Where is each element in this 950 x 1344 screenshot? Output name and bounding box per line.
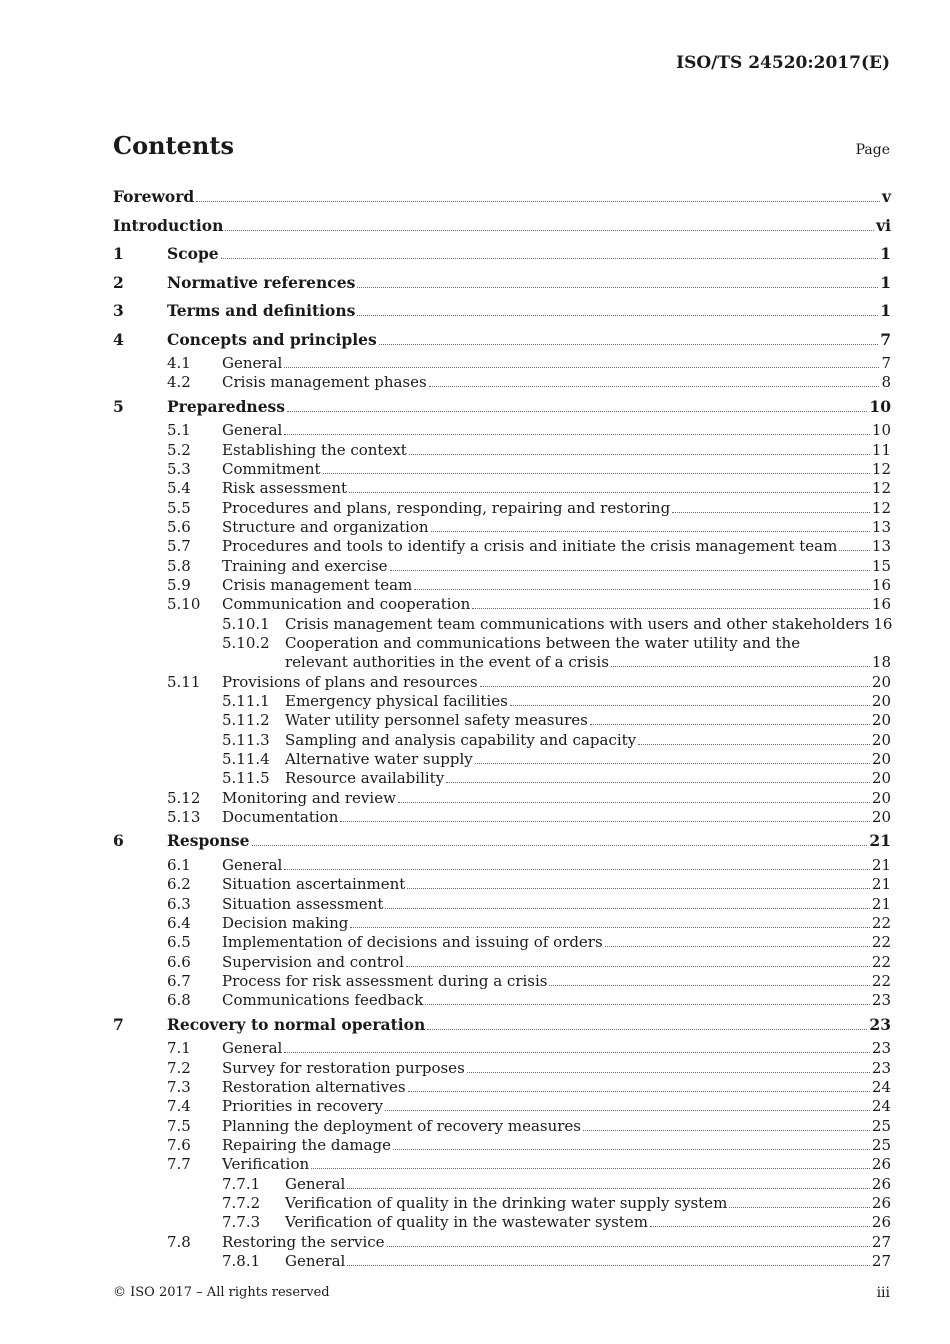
toc-entry-page: 20 — [871, 672, 891, 691]
toc-entry[interactable] — [113, 518, 891, 537]
leader-dots — [385, 1109, 870, 1111]
toc-entry-number: 6 — [113, 831, 124, 851]
toc-entry-page: 26 — [871, 1174, 891, 1193]
toc-entry-title: Structure and organization — [222, 517, 429, 536]
toc-entry-number: 5.6 — [167, 517, 191, 536]
toc-entry-number: 7.4 — [167, 1097, 191, 1116]
leader-dots — [467, 1071, 870, 1073]
toc-entry[interactable] — [113, 1039, 891, 1058]
toc-entry-number: 7.1 — [167, 1039, 191, 1058]
toc-entry-title: General — [285, 1251, 346, 1270]
leader-dots — [252, 844, 868, 846]
leader-dots — [387, 1245, 870, 1247]
toc-entry-number: 5.8 — [167, 556, 191, 575]
toc-entry[interactable] — [113, 991, 891, 1010]
toc-entry[interactable] — [113, 537, 891, 556]
toc-entry-number: 5.4 — [167, 479, 191, 498]
toc-entry[interactable] — [113, 1117, 891, 1136]
toc-entry[interactable] — [113, 1213, 891, 1232]
leader-dots — [425, 1003, 870, 1005]
toc-entry[interactable] — [113, 895, 891, 914]
toc-entry-title: Alternative water supply — [285, 750, 473, 769]
leader-dots — [340, 820, 870, 822]
toc-entry-number: 6.5 — [167, 933, 191, 952]
toc-entry-number: 7.7.3 — [222, 1213, 261, 1232]
leader-dots — [472, 607, 870, 609]
toc-entry-title: Procedures and plans, responding, repairing and restoring — [222, 498, 671, 517]
toc-entry-page: 20 — [871, 808, 891, 827]
toc-entry[interactable] — [113, 692, 891, 711]
toc-entry-title: General — [285, 1174, 346, 1193]
toc-entry-title: Verification of quality in the drinking water supply system — [285, 1193, 728, 1212]
toc-entry-page: 23 — [869, 1014, 891, 1034]
toc-entry[interactable] — [113, 933, 891, 952]
toc-entry-number: 5.7 — [167, 537, 191, 556]
toc-entry-title: Restoring the service — [222, 1232, 385, 1251]
toc-entry-title: Verification of quality in the wastewater system — [285, 1213, 648, 1232]
toc-entry-title: Repairing the damage — [222, 1135, 392, 1154]
toc-entry[interactable] — [113, 576, 891, 595]
toc-entry-page: 26 — [871, 1155, 891, 1174]
leader-dots — [196, 200, 880, 202]
toc-entry[interactable] — [113, 240, 891, 269]
toc-entry-number: 5.13 — [167, 808, 201, 827]
toc-entry[interactable] — [113, 953, 891, 972]
toc-entry-title: Planning the deployment of recovery measures — [222, 1116, 581, 1135]
toc-entry-number: 5.10.1 — [222, 614, 270, 633]
toc-entry-page: 16 — [873, 614, 893, 633]
toc-entry-title: Communications feedback — [222, 991, 424, 1010]
toc-entry-page: 25 — [871, 1116, 891, 1135]
leader-dots — [398, 801, 870, 803]
leader-dots — [431, 530, 870, 532]
toc-entry-number: 5.11.4 — [222, 750, 270, 769]
toc-entry-title: Survey for restoration purposes — [222, 1058, 465, 1077]
toc-entry[interactable] — [113, 769, 891, 788]
toc-entry-title: Cooperation and communications between the water utility and the — [285, 633, 801, 652]
leader-dots — [284, 433, 870, 435]
toc-entry[interactable] — [113, 1078, 891, 1097]
toc-entry-number: 7.6 — [167, 1135, 191, 1154]
toc-entry-number: 5.1 — [167, 421, 191, 440]
toc-entry-title: General — [222, 855, 283, 874]
copyright-notice: © ISO 2017 – All rights reserved — [113, 1285, 330, 1300]
page-column-label: Page — [855, 142, 890, 158]
toc-entry-page: 23 — [871, 1058, 891, 1077]
toc-entry-title: Provisions of plans and resources — [222, 672, 478, 691]
toc-entry-title: Situation ascertainment — [222, 875, 406, 894]
toc-entry-number: 6.6 — [167, 952, 191, 971]
toc-entry-number: 5.11.3 — [222, 730, 270, 749]
leader-dots — [446, 781, 870, 783]
toc-entry-page: 26 — [871, 1213, 891, 1232]
toc-entry[interactable] — [113, 460, 891, 479]
toc-entry-number: 6.7 — [167, 971, 191, 990]
toc-entry[interactable] — [113, 875, 891, 894]
leader-dots — [284, 366, 879, 368]
leader-dots — [357, 286, 878, 288]
toc-entry-title: Restoration alternatives — [222, 1077, 406, 1096]
toc-entry-number: 6.3 — [167, 894, 191, 913]
toc-entry[interactable] — [113, 914, 891, 933]
toc-entry-title: Normative references — [167, 272, 356, 292]
toc-entry-title: Procedures and tools to identify a crisis and initiate the crisis management team — [222, 537, 838, 556]
leader-dots — [390, 569, 870, 571]
toc-entry-page: 7 — [881, 354, 891, 372]
toc-entry[interactable] — [113, 1252, 891, 1271]
toc-entry[interactable] — [113, 1194, 891, 1213]
page-number: iii — [876, 1285, 890, 1301]
toc-entry-page: 24 — [871, 1077, 891, 1096]
toc-entry-page: 22 — [871, 913, 891, 932]
toc-entry-title: Implementation of decisions and issuing of orders — [222, 933, 603, 952]
toc-entry-page: v — [881, 187, 891, 206]
toc-entry-title: General — [222, 421, 283, 440]
leader-dots — [379, 343, 878, 345]
toc-entry-title: Decision making — [222, 913, 349, 932]
toc-entry-title: Resource availability — [285, 769, 445, 788]
toc-entry-title: Process for risk assessment during a crisis — [222, 971, 548, 990]
leader-dots — [323, 472, 870, 474]
toc-entry-page: 13 — [871, 537, 891, 556]
toc-entry[interactable] — [113, 421, 891, 440]
leader-dots — [406, 965, 870, 967]
toc-entry[interactable] — [113, 827, 891, 856]
toc-entry-page: 27 — [871, 1251, 891, 1270]
toc-entry-number: 6.2 — [167, 875, 191, 894]
toc-entry[interactable] — [113, 557, 891, 576]
toc-entry-number: 4.1 — [167, 354, 191, 372]
toc-entry-title: Documentation — [222, 808, 339, 827]
leader-dots — [611, 665, 870, 667]
toc-entry-title: Emergency physical facilities — [285, 692, 508, 710]
toc-entry-title: Communication and cooperation — [222, 595, 471, 614]
toc-entry-title: Crisis management team communications with users and other stakeholders — [285, 614, 870, 633]
toc-entry-continuation[interactable] — [113, 653, 891, 672]
toc-entry[interactable] — [113, 789, 891, 808]
leader-dots — [408, 1090, 870, 1092]
toc-entry-page: 10 — [869, 396, 891, 416]
leader-dots — [650, 1225, 870, 1227]
toc-entry-page: 16 — [871, 595, 891, 614]
toc-entry-number: 7.7 — [167, 1155, 191, 1174]
toc-entry-title: Establishing the context — [222, 440, 407, 459]
toc-entry-page: vi — [876, 215, 891, 235]
toc-entry-number: 5.11.2 — [222, 711, 270, 730]
toc-entry-number: 5.9 — [167, 575, 191, 594]
toc-entry-number: 6.8 — [167, 991, 191, 1010]
toc-entry[interactable] — [113, 441, 891, 460]
toc-entry-title: Introduction — [113, 215, 224, 235]
toc-entry-number: 6.4 — [167, 913, 191, 932]
toc-entry-number: 5.12 — [167, 788, 201, 807]
leader-dots — [480, 685, 870, 687]
toc-entry-page: 20 — [871, 730, 891, 749]
toc-entry[interactable] — [113, 750, 891, 769]
leader-dots — [311, 1167, 870, 1169]
toc-entry-title: Sampling and analysis capability and capacity — [285, 730, 637, 749]
toc-entry-page: 18 — [871, 653, 891, 672]
leader-dots — [347, 1264, 870, 1266]
toc-entry-number: 5.10.2 — [222, 633, 270, 652]
toc-entry-title: Foreword — [113, 187, 195, 206]
toc-entry-title: Training and exercise — [222, 556, 388, 575]
toc-entry-page: 12 — [871, 498, 891, 517]
toc-entry-title: Crisis management team — [222, 575, 413, 594]
toc-entry-number: 4 — [113, 329, 124, 349]
toc-entry-title: General — [222, 1039, 283, 1058]
toc-entry[interactable] — [113, 297, 891, 326]
toc-entry[interactable] — [113, 972, 891, 991]
toc-entry-page: 23 — [871, 991, 891, 1010]
leader-dots — [393, 1148, 870, 1150]
toc-entry-number: 5.11.1 — [222, 692, 270, 710]
toc-entry-page: 20 — [871, 769, 891, 788]
leader-dots — [284, 1051, 870, 1053]
toc-entry[interactable] — [113, 326, 891, 355]
toc-entry-page: 20 — [871, 711, 891, 730]
toc-entry-page: 21 — [871, 855, 891, 874]
leader-dots — [407, 887, 870, 889]
toc-entry-title: Commitment — [222, 459, 321, 478]
toc-entry-title: General — [222, 354, 283, 372]
leader-dots — [672, 511, 870, 513]
toc-entry-page: 20 — [871, 788, 891, 807]
toc-entry-number: 7 — [113, 1014, 124, 1034]
toc-entry-page: 15 — [871, 556, 891, 575]
standard-identifier: ISO/TS 24520:2017(E) — [676, 53, 890, 73]
toc-entry-page: 21 — [871, 875, 891, 894]
leader-dots — [225, 229, 874, 231]
toc-entry-page: 25 — [871, 1135, 891, 1154]
leader-dots — [605, 945, 870, 947]
toc-entry-page: 20 — [871, 692, 891, 710]
leader-dots — [357, 314, 878, 316]
toc-entry-number: 7.3 — [167, 1077, 191, 1096]
toc-entry-page: 20 — [871, 750, 891, 769]
toc-entry[interactable] — [113, 269, 891, 298]
toc-entry[interactable] — [113, 373, 891, 392]
toc-entry-title: Priorities in recovery — [222, 1097, 383, 1116]
leader-dots — [347, 1187, 870, 1189]
leader-dots — [287, 410, 867, 412]
leader-dots — [385, 907, 870, 909]
toc-entry-number: 5.2 — [167, 440, 191, 459]
toc-entry-title: Risk assessment — [222, 479, 348, 498]
toc-entry-number: 5.11 — [167, 672, 201, 691]
leader-dots — [638, 743, 870, 745]
toc-entry[interactable] — [113, 1233, 891, 1252]
toc-entry-title: Monitoring and review — [222, 788, 396, 807]
toc-entry-number: 6.1 — [167, 855, 191, 874]
toc-entry-page: 1 — [880, 301, 891, 320]
toc-entry-number: 7.2 — [167, 1058, 191, 1077]
leader-dots — [409, 453, 870, 455]
table-of-contents — [113, 183, 891, 1271]
toc-entry-page: 24 — [871, 1097, 891, 1116]
toc-entry-page: 7 — [880, 329, 891, 349]
leader-dots — [549, 984, 869, 986]
toc-entry-title: Concepts and principles — [167, 329, 377, 349]
leader-dots — [729, 1206, 870, 1208]
toc-entry-page: 22 — [871, 952, 891, 971]
toc-entry[interactable] — [113, 731, 891, 750]
toc-entry[interactable] — [113, 711, 891, 730]
toc-entry[interactable] — [113, 212, 891, 241]
toc-entry-number: 5 — [113, 396, 124, 416]
toc-entry-page: 21 — [869, 831, 891, 851]
toc-entry[interactable] — [113, 856, 891, 875]
toc-entry[interactable] — [113, 393, 891, 422]
toc-entry[interactable] — [113, 595, 891, 614]
toc-entry-page: 27 — [871, 1232, 891, 1251]
toc-entry-title: Scope — [167, 244, 219, 263]
toc-entry-page: 1 — [880, 244, 891, 263]
contents-heading: Contents — [113, 131, 234, 160]
leader-dots — [284, 868, 870, 870]
toc-entry-number: 7.7.1 — [222, 1174, 261, 1193]
leader-dots — [349, 491, 870, 493]
toc-entry-page: 11 — [871, 440, 891, 459]
leader-dots — [221, 257, 879, 259]
toc-entry[interactable] — [113, 1155, 891, 1174]
toc-entry[interactable] — [113, 1011, 891, 1040]
toc-entry-title: Supervision and control — [222, 952, 404, 971]
leader-dots — [590, 723, 870, 725]
toc-entry-page: 21 — [871, 894, 891, 913]
toc-entry-title: Verification — [222, 1155, 310, 1174]
toc-entry[interactable] — [113, 479, 891, 498]
toc-entry-title: Recovery to normal operation — [167, 1014, 426, 1034]
toc-entry-page: 22 — [871, 933, 891, 952]
toc-entry[interactable] — [113, 1175, 891, 1194]
toc-entry-page: 1 — [880, 272, 891, 292]
toc-entry-title: Crisis management phases — [222, 373, 427, 392]
toc-entry-number: 1 — [113, 244, 124, 263]
toc-entry-number: 5.5 — [167, 498, 191, 517]
toc-entry-number: 5.3 — [167, 459, 191, 478]
toc-entry-title: Water utility personnel safety measures — [285, 711, 588, 730]
toc-entry-title: Terms and definitions — [167, 301, 356, 320]
toc-entry-page: 8 — [881, 373, 891, 392]
toc-entry-page: 13 — [871, 517, 891, 536]
toc-entry-page: 10 — [871, 421, 891, 440]
leader-dots — [475, 762, 870, 764]
toc-entry-number: 4.2 — [167, 373, 191, 392]
toc-entry-number: 5.10 — [167, 595, 201, 614]
toc-entry-page: 12 — [871, 479, 891, 498]
toc-entry[interactable] — [113, 808, 891, 827]
toc-entry-page: 12 — [871, 459, 891, 478]
toc-entry[interactable] — [113, 615, 891, 634]
toc-entry-page: 23 — [871, 1039, 891, 1058]
leader-dots — [583, 1129, 870, 1131]
leader-dots — [510, 704, 870, 706]
toc-entry-page: 26 — [871, 1193, 891, 1212]
toc-entry[interactable] — [113, 673, 891, 692]
toc-entry-number: 7.7.2 — [222, 1193, 261, 1212]
toc-entry-page: 22 — [871, 971, 891, 990]
toc-entry-title: Preparedness — [167, 396, 286, 416]
toc-entry[interactable] — [113, 1059, 891, 1078]
toc-entry-number: 5.11.5 — [222, 769, 270, 788]
toc-entry-title: Situation assessment — [222, 894, 384, 913]
toc-entry[interactable] — [113, 354, 891, 373]
leader-dots — [427, 1028, 867, 1030]
leader-dots — [350, 926, 870, 928]
toc-entry-number: 7.5 — [167, 1116, 191, 1135]
leader-dots — [414, 588, 870, 590]
toc-entry[interactable] — [113, 1136, 891, 1155]
toc-entry[interactable] — [113, 634, 891, 653]
toc-entry-title-continuation: relevant authorities in the event of a crisis — [285, 653, 609, 672]
toc-entry-page: 16 — [871, 575, 891, 594]
toc-entry-title: Response — [167, 831, 250, 851]
leader-dots — [429, 385, 880, 387]
toc-entry-number: 7.8 — [167, 1232, 191, 1251]
toc-entry[interactable] — [113, 499, 891, 518]
toc-entry-number: 2 — [113, 272, 124, 292]
toc-entry[interactable] — [113, 183, 891, 212]
toc-entry-number: 7.8.1 — [222, 1251, 261, 1270]
leader-dots — [839, 549, 870, 551]
toc-entry[interactable] — [113, 1097, 891, 1116]
toc-entry-number: 3 — [113, 301, 124, 320]
